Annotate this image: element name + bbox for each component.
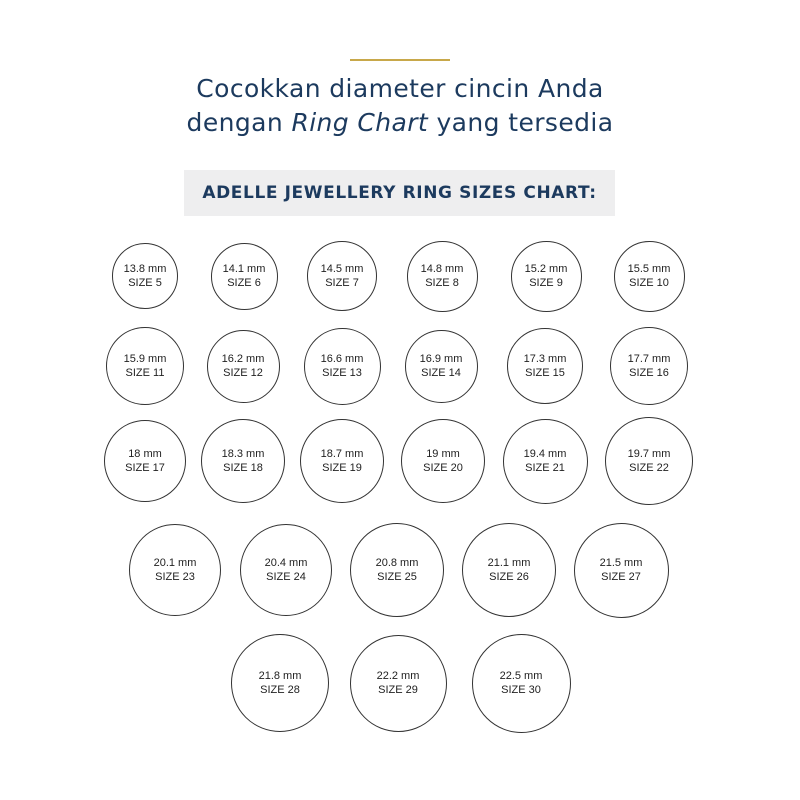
ring-diameter: 18 mm (128, 448, 162, 460)
ring-size: SIZE 27 (601, 571, 641, 583)
ring-circle (605, 417, 693, 505)
ring-diameter: 18.7 mm (320, 448, 364, 460)
chart-title-banner (184, 170, 615, 216)
ring-size: SIZE 26 (489, 571, 529, 583)
ring-size: SIZE 18 (223, 462, 263, 474)
ring-diameter: 19.7 mm (627, 448, 671, 460)
ring-diameter: 21.8 mm (258, 670, 302, 682)
headline-text: yang tersedia (428, 108, 614, 137)
ring-circle (511, 241, 582, 312)
ring-diameter: 14.8 mm (420, 263, 464, 275)
ring-circle (240, 524, 332, 616)
ring-circle (304, 328, 381, 405)
ring-size: SIZE 22 (629, 462, 669, 474)
ring-size: SIZE 6 (227, 277, 261, 289)
ring-size: SIZE 28 (260, 684, 300, 696)
ring-circle (507, 328, 583, 404)
ring-circle (401, 419, 485, 503)
chart-title: ADELLE JEWELLERY RING SIZES CHART: (202, 183, 597, 203)
ring-circle (350, 635, 447, 732)
ring-size: SIZE 8 (425, 277, 459, 289)
ring-circle (307, 241, 377, 311)
ring-size: SIZE 13 (322, 367, 362, 379)
ring-circle (405, 330, 478, 403)
ring-size: SIZE 25 (377, 571, 417, 583)
ring-circle (503, 419, 588, 504)
ring-circle (104, 420, 186, 502)
ring-circle (129, 524, 221, 616)
headline-text: dengan (186, 108, 292, 137)
ring-circle (574, 523, 669, 618)
ring-size: SIZE 7 (325, 277, 359, 289)
ring-diameter: 22.2 mm (376, 670, 420, 682)
ring-circle (610, 327, 688, 405)
ring-size: SIZE 12 (223, 367, 263, 379)
ring-circle (462, 523, 556, 617)
ring-size: SIZE 17 (125, 462, 165, 474)
ring-size: SIZE 10 (629, 277, 669, 289)
ring-circle (207, 330, 280, 403)
ring-diameter: 14.1 mm (222, 263, 266, 275)
ring-circle (201, 419, 285, 503)
ring-size: SIZE 21 (525, 462, 565, 474)
ring-diameter: 17.3 mm (523, 353, 567, 365)
ring-size: SIZE 9 (529, 277, 563, 289)
headline-italic: Ring Chart (291, 108, 429, 137)
ring-diameter: 18.3 mm (221, 448, 265, 460)
ring-circle (614, 241, 685, 312)
ring-diameter: 21.5 mm (599, 557, 643, 569)
ring-diameter: 16.9 mm (419, 353, 463, 365)
ring-size: SIZE 14 (421, 367, 461, 379)
ring-size: SIZE 15 (525, 367, 565, 379)
ring-diameter: 20.4 mm (264, 557, 308, 569)
gold-divider (350, 59, 450, 61)
ring-diameter: 20.8 mm (375, 557, 419, 569)
ring-diameter: 21.1 mm (487, 557, 531, 569)
ring-diameter: 15.5 mm (627, 263, 671, 275)
ring-circle (112, 243, 178, 309)
ring-size: SIZE 19 (322, 462, 362, 474)
ring-circle (407, 241, 478, 312)
ring-size: SIZE 16 (629, 367, 669, 379)
ring-diameter: 14.5 mm (320, 263, 364, 275)
headline-line-1: Cocokkan diameter cincin Anda (196, 74, 604, 103)
ring-circle (106, 327, 184, 405)
ring-diameter: 19 mm (426, 448, 460, 460)
ring-diameter: 15.9 mm (123, 353, 167, 365)
ring-size: SIZE 23 (155, 571, 195, 583)
ring-size: SIZE 29 (378, 684, 418, 696)
ring-circle (472, 634, 571, 733)
ring-size: SIZE 30 (501, 684, 541, 696)
ring-circle (211, 243, 278, 310)
ring-size: SIZE 5 (128, 277, 162, 289)
ring-diameter: 13.8 mm (123, 263, 167, 275)
ring-circle (300, 419, 384, 503)
ring-diameter: 19.4 mm (523, 448, 567, 460)
ring-diameter: 16.2 mm (221, 353, 265, 365)
ring-circle (231, 634, 329, 732)
ring-diameter: 17.7 mm (627, 353, 671, 365)
ring-size: SIZE 24 (266, 571, 306, 583)
headline-line-2 (0, 108, 800, 137)
ring-diameter: 22.5 mm (499, 670, 543, 682)
ring-circle (350, 523, 444, 617)
ring-size: SIZE 20 (423, 462, 463, 474)
ring-diameter: 15.2 mm (524, 263, 568, 275)
ring-diameter: 20.1 mm (153, 557, 197, 569)
ring-diameter: 16.6 mm (320, 353, 364, 365)
ring-size: SIZE 11 (125, 367, 165, 379)
